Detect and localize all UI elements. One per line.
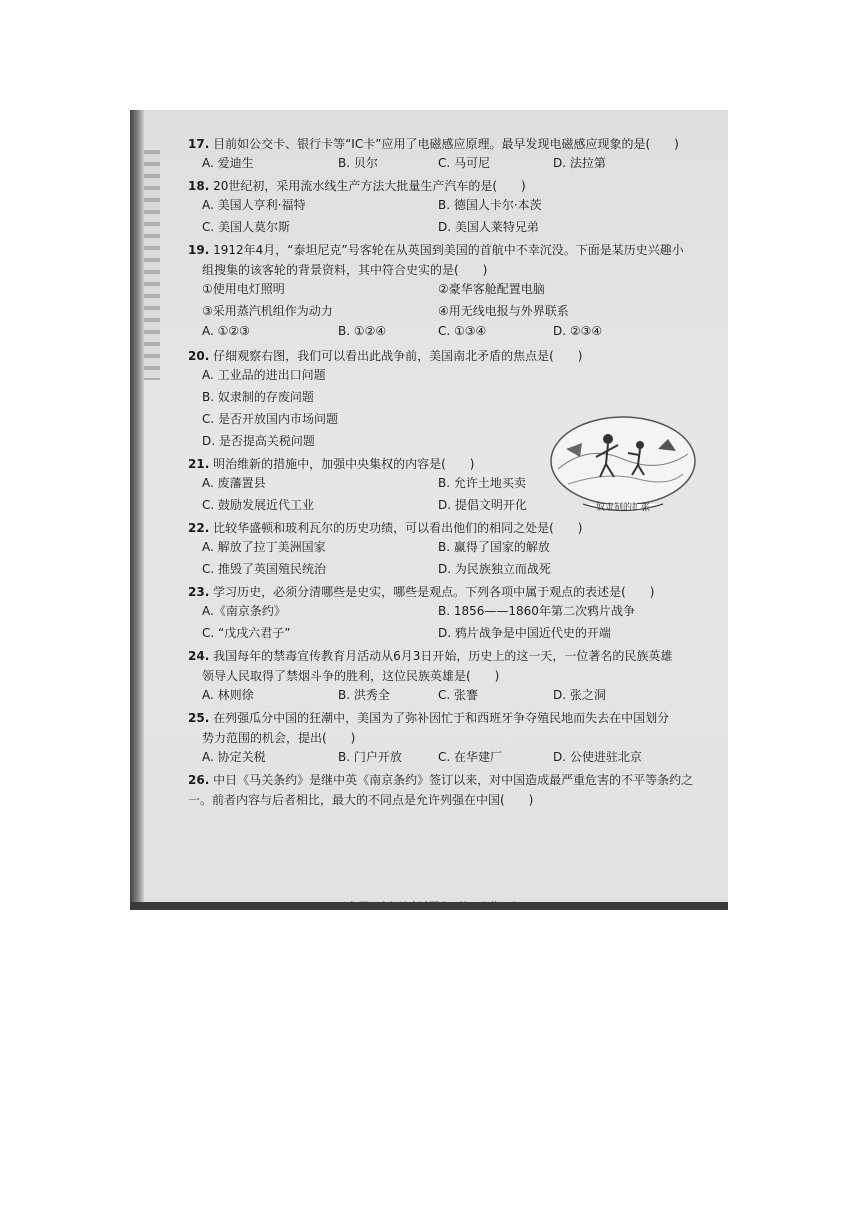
question-stem: 仔细观察右图，我们可以看出此战争前，美国南北矛盾的焦点是( ) [213,349,583,363]
statement-3: ③采用蒸汽机组作为动力 [202,304,333,318]
question-19 [188,240,708,260]
question-stem: 学习历史，必须分清哪些是史实，哪些是观点。下列各项中属于观点的表述是( ) [213,585,655,599]
question-stem-cont: 领导人民取得了禁烟斗争的胜利，这位民族英雄是( ) [202,669,500,683]
option-b: B. 1856——1860年第二次鸦片战争 [438,604,635,618]
question-stem: 我国每年的禁毒宣传教育月活动从6月3日开始，历史上的这一天，一位著名的民族英雄 [213,649,673,663]
question-20 [188,346,708,366]
option-d: D. ②③④ [553,324,603,338]
option-c: C. 是否开放国内市场问题 [202,412,339,426]
question-24 [188,646,708,666]
option-b: B. 贝尔 [338,156,378,170]
question-stem-cont: 一。前者内容与后者相比，最大的不同点是允许列强在中国( ) [188,793,534,807]
question-number: 20. [188,349,210,363]
spiral-binding [144,150,160,380]
option-d: D. 美国人莱特兄弟 [438,220,539,234]
option-c: C. 美国人莫尔斯 [202,220,291,234]
option-b: B. 德国人卡尔·本茨 [438,198,542,212]
option-c: C. 在华建厂 [438,750,503,764]
question-17 [188,134,708,154]
question-number: 24. [188,649,210,663]
exam-photo [130,110,728,910]
option-a: A.《南京条约》 [202,604,286,618]
option-a: A. 废藩置县 [202,476,266,490]
option-a: A. 解放了拉丁美洲国家 [202,540,326,554]
statement-1: ①使用电灯照明 [202,282,285,296]
option-d: D. 法拉第 [553,156,606,170]
option-c: C. 马可尼 [438,156,491,170]
question-25 [188,708,708,728]
option-b: B. 奴隶制的存废问题 [202,390,314,404]
option-b: B. 赢得了国家的解放 [438,540,550,554]
photo-bottom-edge [130,902,728,910]
option-a: A. 爱迪生 [202,156,254,170]
items-19-row1 [188,280,708,302]
option-c: C. ①③④ [438,324,487,338]
options-23-row2 [188,624,708,646]
question-stem: 比较华盛顿和玻利瓦尔的历史功绩，可以看出他们的相同之处是( ) [213,521,583,535]
question-stem-cont: 势力范围的机会，提出( ) [202,731,356,745]
option-c: C. 鼓励发展近代工业 [202,498,315,512]
option-20-b [188,388,708,410]
option-b: B. 洪秀全 [338,688,390,702]
statement-4: ④用无线电报与外界联系 [438,304,569,318]
options-18-row1 [188,196,708,218]
question-number: 21. [188,457,210,471]
statement-2: ②豪华客舱配置电脑 [438,282,545,296]
question-18 [188,176,708,196]
option-a: A. 工业品的进出口问题 [202,368,326,382]
option-d: D. 为民族独立而战死 [438,562,551,576]
option-b: B. 门户开放 [338,750,402,764]
option-c: C. “戊戌六君子” [202,626,291,640]
option-d: D. 张之洞 [553,688,606,702]
question-number: 26. [188,773,210,787]
options-19 [188,324,708,346]
option-b: B. 允许土地买卖 [438,476,526,490]
question-stem: 1912年4月，“泰坦尼克”号客轮在从英国到美国的首航中不幸沉没。下面是某历史兴趣小 [213,243,684,257]
option-d: D. 鸦片战争是中国近代史的开端 [438,626,611,640]
option-d: D. 提倡文明开化 [438,498,527,512]
options-22-row2 [188,560,708,582]
question-stem: 明治维新的措施中，加强中央集权的内容是( ) [213,457,475,471]
question-number: 19. [188,243,210,257]
question-stem: 中日《马关条约》是继中英《南京条约》签订以来，对中国造成最严重危害的不平等条约之 [213,773,694,787]
items-19-row2 [188,302,708,324]
question-22 [188,518,708,538]
exam-content [188,134,708,810]
question-stem-cont: 组搜集的该客轮的背景资料，其中符合史实的是( ) [202,263,488,277]
question-number: 22. [188,521,210,535]
options-22-row1 [188,538,708,560]
book-binding-edge [130,110,144,910]
option-a: A. 林则徐 [202,688,254,702]
question-26 [188,770,708,790]
question-number: 17. [188,137,210,151]
slavery-expansion-illustration [548,409,698,519]
option-b: B. ①②④ [338,324,387,338]
option-c: C. 推毁了英国殖民统治 [202,562,327,576]
option-c: C. 张謇 [438,688,479,702]
question-stem: 20世纪初，采用流水线生产方法大批量生产汽车的是( ) [213,179,526,193]
question-number: 23. [188,585,210,599]
options-17 [188,154,708,176]
option-a: A. 协定关税 [202,750,266,764]
option-d: D. 是否提高关税问题 [202,434,315,448]
options-18-row2 [188,218,708,240]
option-20-a [188,366,708,388]
question-stem: 在列强瓜分中国的狂潮中，美国为了弥补因忙于和西班牙争夺殖民地而失去在中国划分 [213,711,670,725]
option-a: A. ①②③ [202,324,250,338]
option-d: D. 公使进驻北京 [553,750,642,764]
options-23-row1 [188,602,708,624]
question-number: 25. [188,711,210,725]
options-24 [188,686,708,708]
option-a: A. 美国人亨利·福特 [202,198,306,212]
question-stem: 目前如公交卡、银行卡等“IC卡”应用了电磁感应原理。最早发现电磁感应现象的是( ) [213,137,679,151]
options-25 [188,748,708,770]
illustration-caption: 奴隶制的扩张 [595,503,651,513]
question-23 [188,582,708,602]
question-number: 18. [188,179,210,193]
